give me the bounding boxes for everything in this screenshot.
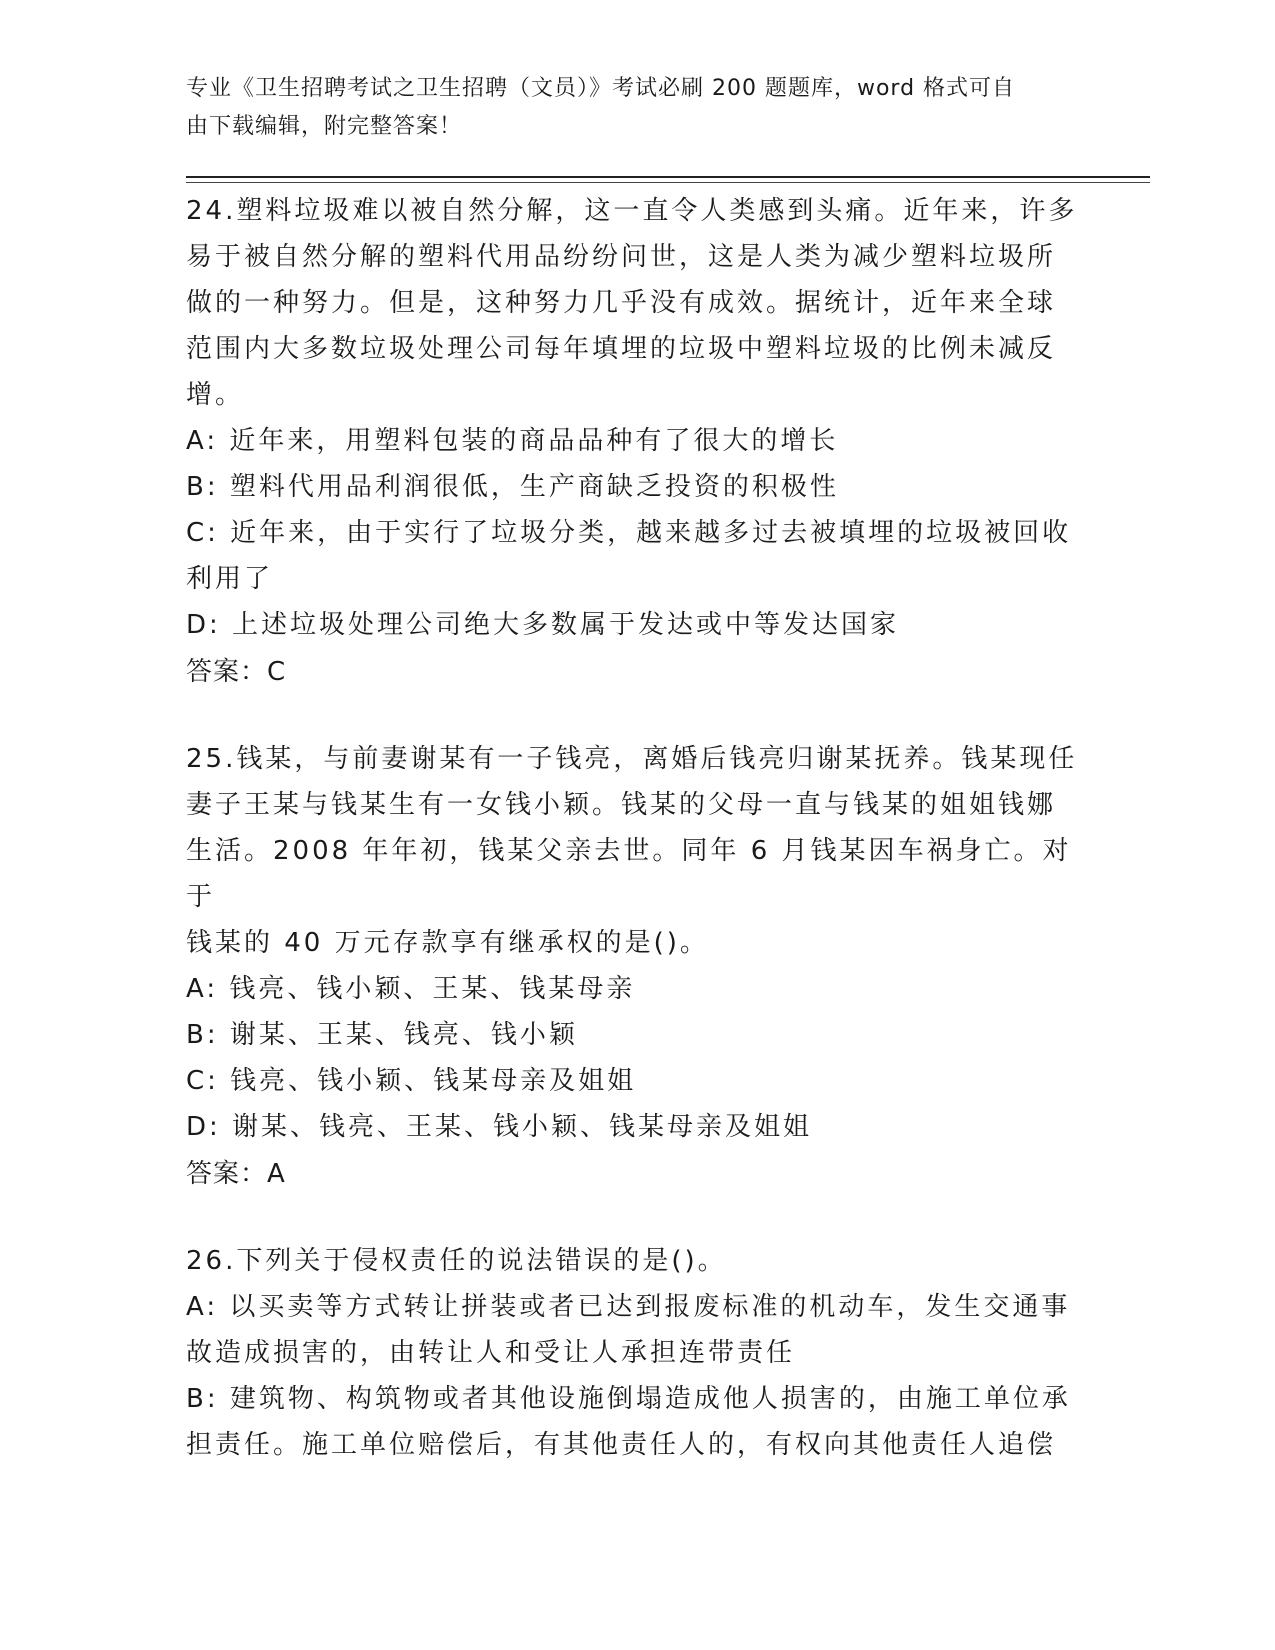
question-25 <box>186 736 1086 1198</box>
option-b: B: 建筑物、构筑物或者其他设施倒塌造成他人损害的，由施工单位承 <box>186 1384 1071 1414</box>
question-list <box>186 188 1086 1468</box>
question-text-line: 做的一种努力。但是，这种努力几乎没有成效。据统计，近年来全球 <box>186 288 1057 318</box>
question-text-line: 生活。2008 年年初，钱某父亲去世。同年 6 月钱某因车祸身亡。对于 <box>186 836 1072 912</box>
option-c: C: 近年来，由于实行了垃圾分类，越来越多过去被填埋的垃圾被回收 <box>186 518 1072 548</box>
question-24 <box>186 188 1086 696</box>
header-line: 专业《卫生招聘考试之卫生招聘（文员）》考试必刷 200 题题库，word 格式可自 <box>186 76 1016 101</box>
answer-label: 答案：C <box>186 657 287 687</box>
question-text-line: 增。 <box>186 380 245 410</box>
document-header <box>186 70 1076 146</box>
option-a: A: 以买卖等方式转让拼装或者已达到报废标准的机动车，发生交通事 <box>186 1292 1071 1322</box>
question-text-line: 钱某的 40 万元存款享有继承权的是()。 <box>186 928 709 958</box>
question-text-line: 24.塑料垃圾难以被自然分解，这一直令人类感到头痛。近年来，许多 <box>186 196 1078 226</box>
option-a: A: 钱亮、钱小颖、王某、钱某母亲 <box>186 974 636 1004</box>
answer-label: 答案：A <box>186 1159 286 1189</box>
question-text-line: 范围内大多数垃圾处理公司每年填埋的垃圾中塑料垃圾的比例未减反 <box>186 334 1057 364</box>
header-line: 由下载编辑，附完整答案！ <box>186 114 463 139</box>
question-text-line: 妻子王某与钱某生有一女钱小颖。钱某的父母一直与钱某的姐姐钱娜 <box>186 790 1057 820</box>
option-b: B: 塑料代用品利润很低，生产商缺乏投资的积极性 <box>186 472 839 502</box>
option-b: B: 谢某、王某、钱亮、钱小颖 <box>186 1020 578 1050</box>
option-c-continued: 利用了 <box>186 564 274 594</box>
option-a: A: 近年来，用塑料包装的商品品种有了很大的增长 <box>186 426 839 456</box>
option-a-continued: 故造成损害的，由转让人和受让人承担连带责任 <box>186 1338 796 1368</box>
question-text-line: 26.下列关于侵权责任的说法错误的是()。 <box>186 1246 727 1276</box>
question-text-line: 25.钱某，与前妻谢某有一子钱亮，离婚后钱亮归谢某抚养。钱某现任 <box>186 744 1078 774</box>
option-d: D: 谢某、钱亮、王某、钱小颖、钱某母亲及姐姐 <box>186 1112 813 1142</box>
option-c: C: 钱亮、钱小颖、钱某母亲及姐姐 <box>186 1066 637 1096</box>
option-b-continued: 担责任。施工单位赔偿后，有其他责任人的，有权向其他责任人追偿 <box>186 1430 1057 1460</box>
header-divider-thick <box>186 176 1150 178</box>
question-26 <box>186 1238 1086 1468</box>
header-divider-thin <box>186 182 1150 183</box>
option-d: D: 上述垃圾处理公司绝大多数属于发达或中等发达国家 <box>186 610 900 640</box>
question-text-line: 易于被自然分解的塑料代用品纷纷问世，这是人类为减少塑料垃圾所 <box>186 242 1057 272</box>
